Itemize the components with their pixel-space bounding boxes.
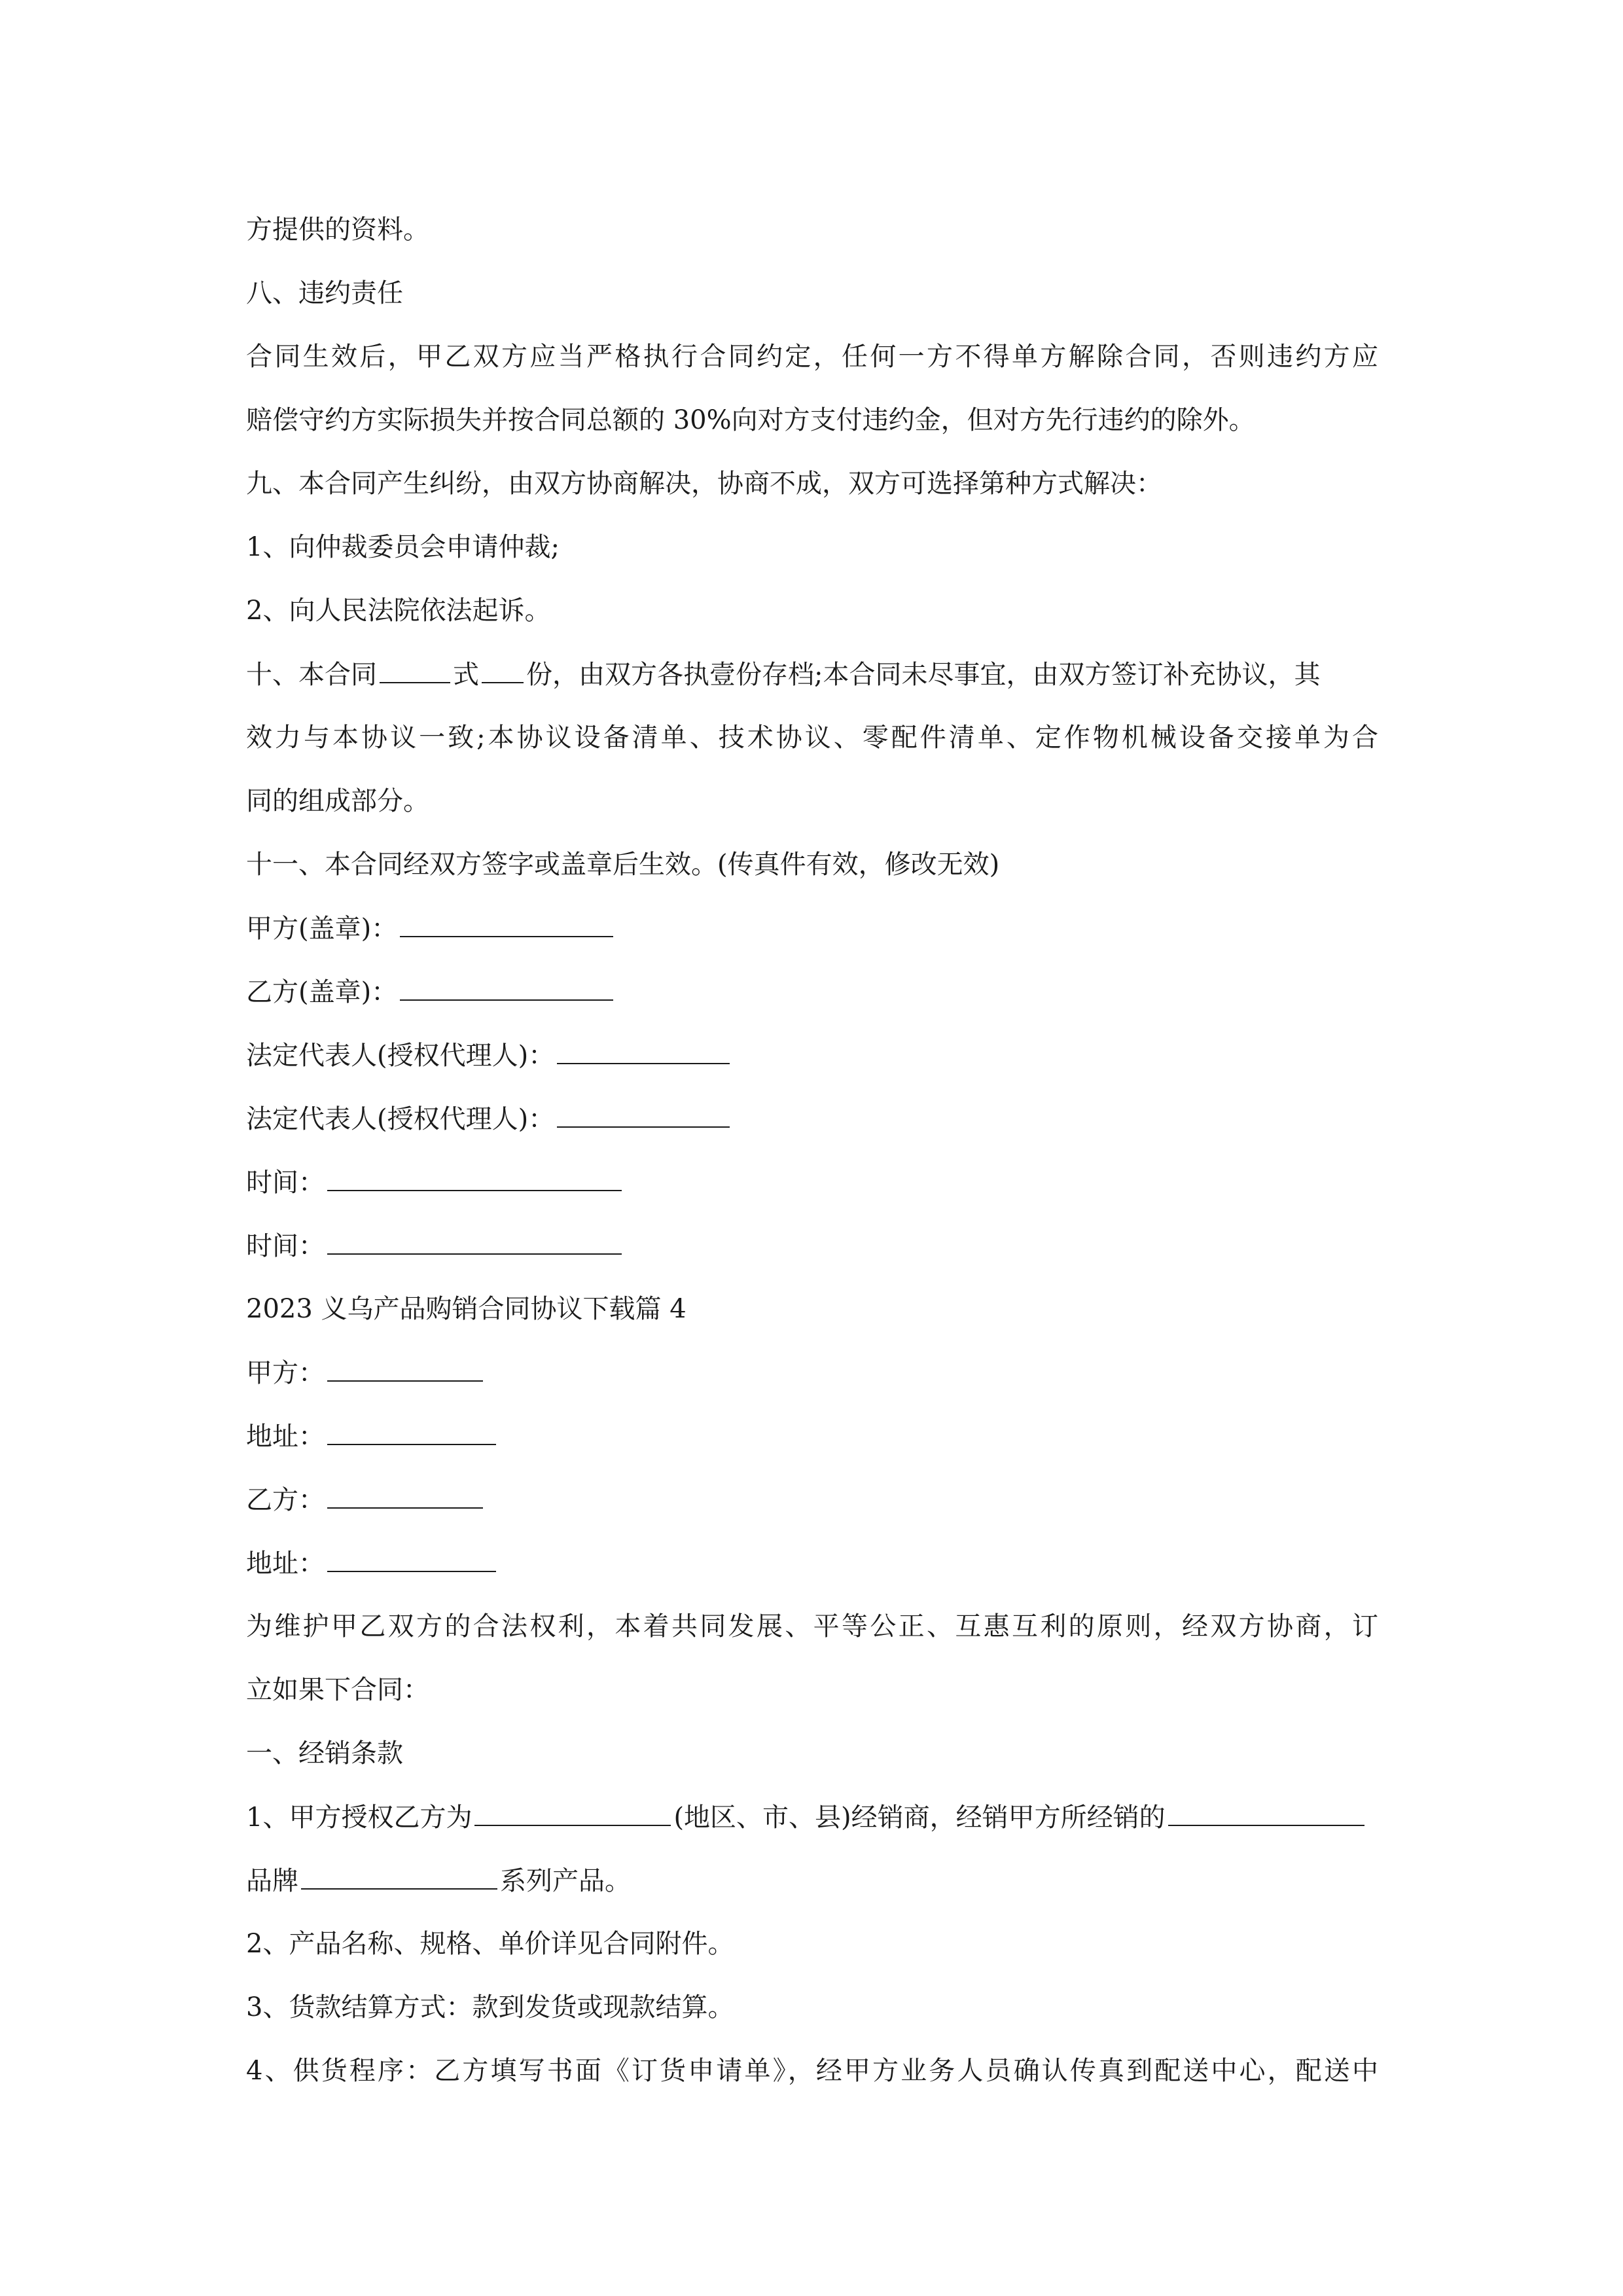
date-blank [327,1165,622,1191]
party-b-address-line [246,1546,499,1581]
text-line: 4、供货程序：乙方填写书面《订货申请单》，经甲方业务人员确认传真到配送中心，配送中 [246,2056,1378,2086]
date-label: 时间： [246,1231,325,1261]
text-line: 方提供的资料。 [246,215,429,245]
signature-line-representative [246,1038,732,1073]
signature-label: 法定代表人(授权代理人)： [246,1104,555,1134]
text-line: 2、产品名称、规格、单价详见合同附件。 [246,1929,734,1959]
text-line: 九、本合同产生纠纷，由双方协商解决，协商不成，双方可选择第种方式解决： [246,469,1162,499]
signature-line-party-a [246,911,616,946]
copies-each-blank [482,657,524,683]
signature-blank [400,975,613,1001]
signature-blank [400,911,613,937]
text-segment: 品牌 [246,1866,298,1896]
field-blank [327,1482,483,1509]
region-blank [474,1800,671,1826]
date-label: 时间： [246,1168,325,1198]
text-segment: 十、本合同 [246,660,377,690]
date-blank [327,1229,622,1255]
text-line: 合同生效后，甲乙双方应当严格执行合同约定，任何一方不得单方解除合同，否则违约方应 [246,342,1378,372]
text-line [246,1800,1367,1835]
text-line: 立如果下合同： [246,1675,429,1705]
text-line: 3、货款结算方式：款到发货或现款结算。 [246,1992,734,2022]
signature-line-party-b [246,975,616,1009]
party-a-line [246,1355,486,1390]
text-segment: 1、甲方授权乙方为 [246,1803,473,1833]
text-line: 十一、本合同经双方签字或盖章后生效。(传真件有效，修改无效) [246,850,1000,880]
text-segment: 式 [453,660,479,690]
field-blank [327,1546,496,1572]
field-label: 地址： [246,1549,325,1579]
text-segment: 系列产品。 [500,1866,631,1896]
copies-blank [380,657,450,683]
party-a-address-line [246,1419,499,1454]
text-line [246,657,1320,692]
field-label: 地址： [246,1422,325,1452]
text-line: 1、向仲裁委员会申请仲裁; [246,532,560,562]
brand-owner-blank [1168,1800,1364,1826]
brand-blank [301,1863,497,1890]
text-line [246,1863,631,1898]
signature-line-representative [246,1102,732,1136]
signature-blank [557,1102,730,1128]
text-line: 为维护甲乙双方的合法权利，本着共同发展、平等公正、互惠互利的原则，经双方协商，订 [246,1611,1378,1641]
text-line: 赔偿守约方实际损失并按合同总额的 30%向对方支付违约金，但对方先行违约的除外。 [246,405,1255,435]
date-line [246,1229,624,1263]
section-heading-breach: 八、违约责任 [246,278,403,308]
field-label: 乙方： [246,1485,325,1515]
section-heading-distribution: 一、经销条款 [246,1738,403,1768]
signature-label: 甲方(盖章)： [246,914,398,944]
field-blank [327,1355,483,1382]
text-line: 同的组成部分。 [246,786,429,816]
signature-blank [557,1038,730,1064]
date-line [246,1165,624,1200]
document-title: 2023 义乌产品购销合同协议下载篇 4 [246,1294,687,1324]
field-blank [327,1419,496,1445]
field-label: 甲方： [246,1358,325,1388]
text-line: 效力与本协议一致;本协议设备清单、技术协议、零配件清单、定作物机械设备交接单为合 [246,723,1378,753]
text-segment: (地区、市、县)经销商，经销甲方所经销的 [673,1803,1166,1833]
text-segment: 份，由双方各执壹份存档;本合同未尽事宜，由双方签订补充协议，其 [526,660,1321,690]
party-b-line [246,1482,486,1517]
text-line: 2、向人民法院依法起诉。 [246,596,551,626]
signature-label: 法定代表人(授权代理人)： [246,1041,555,1071]
signature-label: 乙方(盖章)： [246,977,398,1007]
